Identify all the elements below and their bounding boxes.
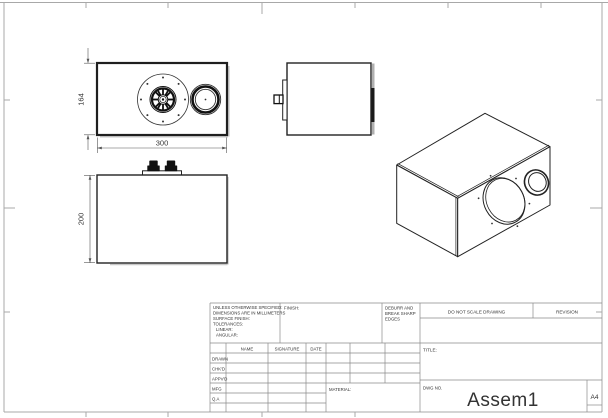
- header-date: DATE: [310, 346, 322, 352]
- paper-size-label: A4: [590, 394, 599, 401]
- tolerance-notes: [213, 305, 285, 338]
- row-mfg: MFG: [212, 386, 222, 392]
- row-qa: Q.A: [212, 396, 220, 402]
- note-line3: SURFACE FINISH:: [213, 316, 250, 321]
- material-label: MATERIAL:: [329, 387, 352, 392]
- note-line4: TOLERANCES:: [213, 321, 244, 327]
- header-name: NAME: [240, 346, 254, 352]
- title-label: TITLE:: [423, 347, 437, 353]
- note-line6: ANGULAR:: [216, 332, 238, 338]
- dim-text-depth: 200: [76, 212, 86, 226]
- side-view: [274, 63, 375, 135]
- finish-label: FINISH:: [284, 305, 300, 311]
- dimension-front-height: [77, 48, 96, 150]
- enclosure-outline: [287, 63, 371, 135]
- title-block-text: [212, 305, 599, 411]
- edges-line2: BREAK SHARP: [385, 311, 416, 316]
- revision-label: REVISION: [556, 309, 578, 315]
- edges-note: [385, 306, 416, 322]
- port-ring: [190, 84, 220, 114]
- dwg-no-label: DWG NO.: [423, 385, 443, 391]
- front-view: [97, 63, 229, 137]
- note-line1: UNLESS OTHERWISE SPECIFIED:: [213, 305, 283, 310]
- edges-line1: DEBURR AND: [385, 305, 414, 311]
- binding-posts: [147, 161, 177, 172]
- dim-text-width: 300: [155, 138, 169, 148]
- header-signature: SIGNATURE: [274, 346, 300, 352]
- drawing-number: Assem1: [467, 390, 539, 411]
- row-appvd: APPV'D: [212, 376, 228, 382]
- row-drawn: DRAWN: [212, 356, 229, 362]
- note-line2: DIMENSIONS ARE IN MILLIMETERS: [213, 310, 286, 316]
- dimension-front-width: [97, 138, 226, 154]
- bottom-view: [97, 161, 228, 265]
- isometric-view: [397, 113, 553, 256]
- connector: [274, 95, 283, 104]
- title-block-lines: [210, 303, 602, 412]
- edges-line3: EDGES: [385, 316, 401, 322]
- do-not-scale-label: DO NOT SCALE DRAWING: [447, 309, 506, 315]
- dim-text-height: 164: [76, 93, 86, 106]
- enclosure-outline: [97, 175, 227, 263]
- dimension-depth: [77, 175, 96, 262]
- row-chkd: CHK'D: [212, 366, 225, 372]
- note-line5: LINEAR:: [216, 327, 233, 332]
- rear-panel-edge-dark: [372, 88, 375, 122]
